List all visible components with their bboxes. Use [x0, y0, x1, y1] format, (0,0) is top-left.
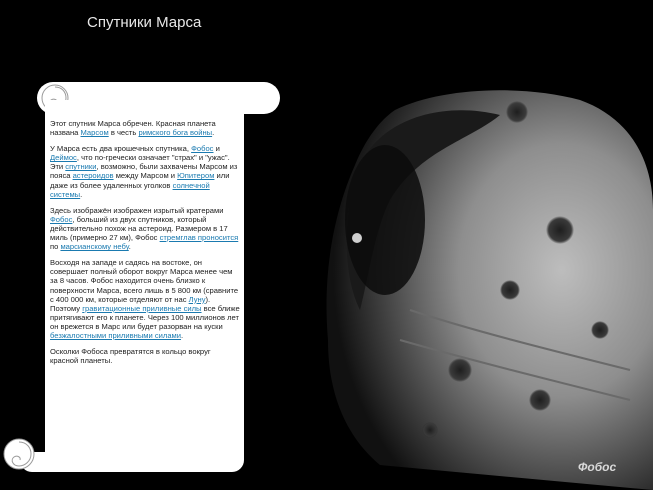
text-run: Здесь изображён изображен изрытый кратерами — [50, 205, 224, 215]
text-link[interactable]: гравитационные приливные силы — [82, 303, 202, 313]
paragraph — [50, 258, 240, 340]
text-run: Осколки Фобоса превратятся в кольцо вокруг красной планеты. — [50, 347, 211, 366]
paragraph — [50, 347, 240, 365]
text-link[interactable]: Марсом — [80, 128, 109, 138]
text-link[interactable]: римского бога войны — [138, 128, 213, 138]
text-run: в честь — [108, 128, 139, 138]
text-link[interactable]: Луну — [188, 294, 206, 304]
phobos-image — [300, 70, 653, 490]
text-run: . — [128, 242, 131, 252]
text-link[interactable]: стремглав проносится — [159, 233, 239, 243]
scroll-text — [50, 119, 240, 372]
text-run: , больший из двух спутников, который действительно похож на астероид. Размером в 17 миль (примерно 27 км), Фобос — [50, 214, 228, 243]
text-link[interactable]: Деймос — [50, 153, 77, 163]
paragraph — [50, 119, 240, 137]
text-run: и — [213, 144, 220, 154]
text-run: между Марсом и — [113, 171, 178, 181]
paragraph — [50, 144, 240, 199]
scroll-curl-bottom — [2, 437, 46, 471]
text-link[interactable]: Фобос — [50, 214, 73, 224]
text-run: У Марса есть два крошечных спутника, — [50, 144, 192, 154]
image-caption: Фобос — [578, 460, 617, 474]
text-run: или даже из более удаленных уголков — [50, 171, 230, 190]
text-run: . — [80, 189, 83, 199]
text-run: ). Поэтому — [50, 294, 211, 313]
text-link[interactable]: солнечной системы — [50, 180, 210, 199]
text-run: Этот спутник Марса обречен. Красная планета названа — [50, 119, 216, 138]
text-link[interactable]: Юпитером — [177, 171, 215, 181]
text-link[interactable]: спутники — [65, 162, 97, 172]
slide-title: Спутники Марса — [87, 14, 202, 31]
text-run: Восходя на западе и садясь на востоке, он совершает полный оборот вокруг Марса менее чем за 8 часов. Фобос находится очень близко к поверхности Марса, всего лишь в 5 800 км (сравните с 400 000 км, которые отделяют от нас — [50, 258, 239, 304]
text-run: , что по-гречески означает "страх" и "ужас". Эти — [50, 153, 230, 172]
text-run: по — [50, 242, 61, 252]
text-link[interactable]: астероидов — [72, 171, 114, 181]
text-run: все ближе притягивают его к планете. Через 100 миллионов лет он врежется в Марс или будет разорван на куски — [50, 303, 240, 331]
text-run: , возможно, были захвачены Марсом из пояса — [50, 162, 238, 181]
text-link[interactable]: марсианскому небу — [60, 242, 129, 252]
text-run: . — [212, 128, 215, 138]
text-link[interactable]: Фобос — [191, 144, 214, 154]
text-link[interactable]: безжалостными приливными силами — [50, 330, 182, 340]
paragraph — [50, 206, 240, 251]
text-run: . — [181, 330, 184, 340]
